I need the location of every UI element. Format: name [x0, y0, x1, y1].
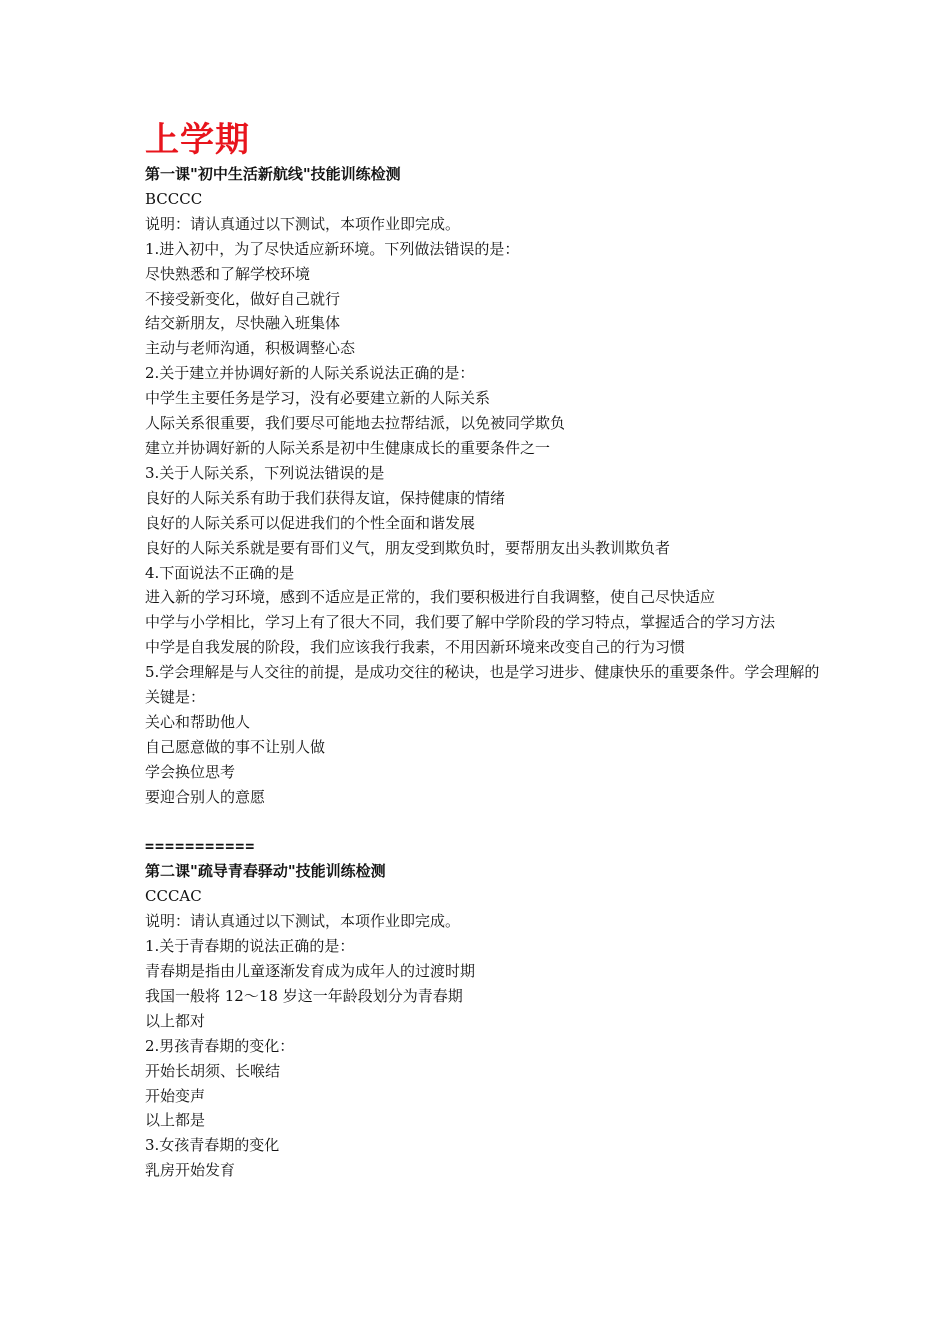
question-option: 开始变声	[145, 1086, 206, 1105]
lesson-1-note: 说明：请认真通过以下测试，本项作业即完成。	[145, 214, 461, 233]
question-option: 以上都是	[145, 1111, 206, 1130]
question-stem: 5.学会理解是与人交往的前提，是成功交往的秘诀，也是学习进步、健康快乐的重要条件。学会理解的关键是：	[145, 663, 820, 707]
lesson-2-answers: CCCAC	[145, 887, 202, 906]
question-option: 良好的人际关系可以促进我们的个性全面和谐发展	[145, 513, 476, 532]
question-option: 结交新朋友，尽快融入班集体	[145, 314, 341, 333]
section-separator: ===========	[145, 837, 256, 856]
question-option: 进入新的学习环境，感到不适应是正常的，我们要积极进行自我调整，使自己尽快适应	[145, 588, 716, 607]
question-option: 学会换位思考	[145, 762, 236, 781]
question-option: 人际关系很重要，我们要尽可能地去拉帮结派，以免被同学欺负	[145, 414, 566, 433]
lesson-2-heading: 第二课"疏导青春驿动"技能训练检测	[145, 862, 386, 881]
question-stem: 4.下面说法不正确的是	[145, 563, 295, 582]
question-option: 以上都对	[145, 1011, 206, 1030]
question-option: 不接受新变化，做好自己就行	[145, 289, 341, 308]
question-option: 自己愿意做的事不让别人做	[145, 737, 326, 756]
question-stem: 3.女孩青春期的变化	[145, 1136, 280, 1155]
blank-line	[145, 810, 825, 835]
lesson-1-heading: 第一课"初中生活新航线"技能训练检测	[145, 165, 401, 183]
question-option: 尽快熟悉和了解学校环境	[145, 264, 311, 283]
question-option: 开始长胡须、长喉结	[145, 1061, 281, 1080]
lesson-2-note: 说明：请认真通过以下测试，本项作业即完成。	[145, 912, 461, 931]
lesson-1-section	[145, 162, 825, 810]
question-option: 中学生主要任务是学习，没有必要建立新的人际关系	[145, 389, 491, 408]
question-option: 中学是自我发展的阶段，我们应该我行我素，不用因新环境来改变自己的行为习惯	[145, 638, 686, 657]
document-page	[145, 118, 825, 1183]
page-title: 上学期	[145, 120, 250, 160]
question-option: 乳房开始发育	[145, 1161, 236, 1180]
lesson-2-section	[145, 859, 825, 1183]
question-option: 主动与老师沟通，积极调整心态	[145, 339, 356, 358]
lesson-1-answers: BCCCC	[145, 189, 203, 208]
question-option: 建立并协调好新的人际关系是初中生健康成长的重要条件之一	[145, 438, 551, 457]
question-stem: 1.进入初中，为了尽快适应新环境。下列做法错误的是：	[145, 239, 520, 258]
question-option: 关心和帮助他人	[145, 712, 251, 731]
question-option: 青春期是指由儿童逐渐发育成为成年人的过渡时期	[145, 961, 476, 980]
question-option: 中学与小学相比，学习上有了很大不同，我们要了解中学阶段的学习特点，掌握适合的学习方法	[145, 613, 776, 632]
question-option: 要迎合别人的意愿	[145, 787, 266, 806]
question-option: 我国一般将 12～18 岁这一年龄段划分为青春期	[145, 986, 463, 1005]
question-stem: 2.关于建立并协调好新的人际关系说法正确的是：	[145, 364, 475, 383]
question-stem: 1.关于青春期的说法正确的是：	[145, 937, 355, 956]
question-stem: 2.男孩青春期的变化：	[145, 1036, 295, 1055]
question-option: 良好的人际关系就是要有哥们义气，朋友受到欺负时，要帮朋友出头教训欺负者	[145, 538, 671, 557]
question-stem: 3.关于人际关系，下列说法错误的是	[145, 463, 385, 482]
question-option: 良好的人际关系有助于我们获得友谊，保持健康的情绪	[145, 488, 506, 507]
